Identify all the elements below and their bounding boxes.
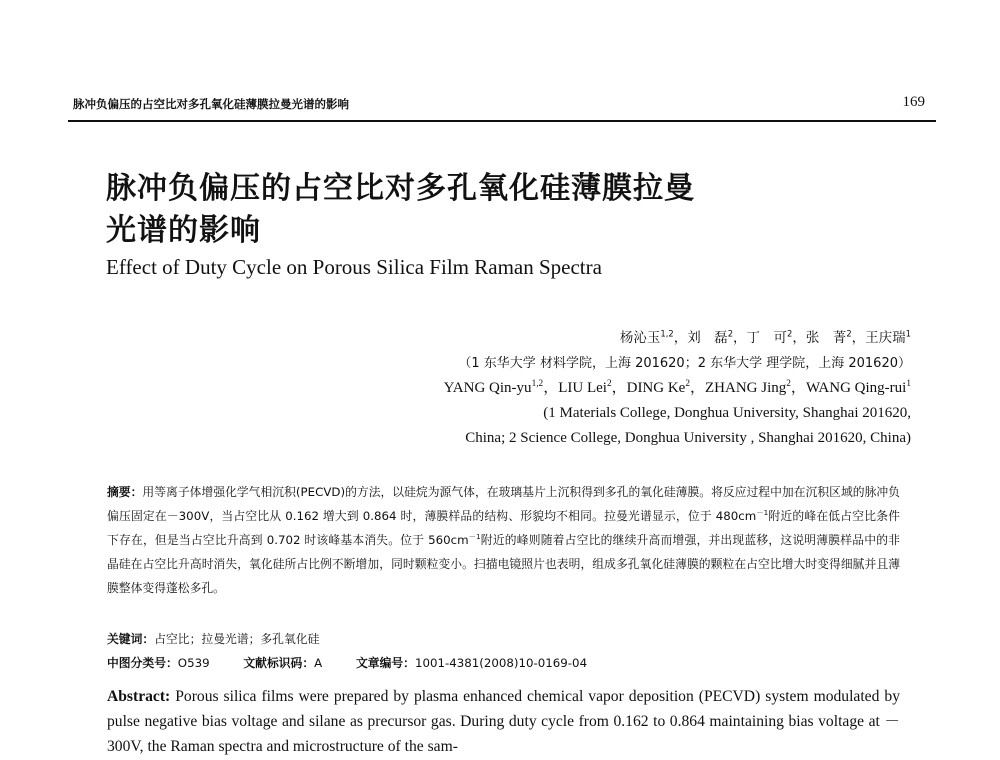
author-cn: 杨沁玉 (619, 330, 661, 346)
authors-english (444, 376, 911, 401)
clc-label: 中图分类号： (107, 656, 178, 670)
author-en: YANG Qin-yu (443, 380, 532, 396)
abstract-chinese-text: 用等离子体增强化学气相沉积(PECVD)的方法，以硅烷为源气体，在玻璃基片上沉积得到多孔的氧化硅薄膜。将反应过程中加在沉积区域的脉冲负偏压固定在－300V，当占空比从 0.162 增大到 0.864 时，薄膜样品的结构、形貌均不相同。拉曼光谱显示，位于 480cm (107, 485, 900, 523)
abstract-chinese-text: 附近的峰在低占空比条件下存在，但是当占空比升高到 0.702 时该峰基本消失。位于 560cm (107, 509, 900, 547)
author-cn: 张 菁 (805, 330, 847, 346)
article-number-value: 1001-4381(2008)10-0169-04 (414, 656, 588, 670)
clc-number (107, 656, 210, 670)
author-separator: ， (790, 380, 806, 396)
wavenumber-unit-exponent: －1 (756, 508, 769, 518)
author-cn-affiliation-mark: 2 (846, 328, 852, 339)
keywords-text: 占空比；拉曼光谱；多孔氧化硅 (154, 632, 320, 646)
author-en-affiliation-mark: 2 (606, 379, 612, 389)
keywords-label: 关键词： (107, 632, 155, 646)
author-cn-affiliation-mark: 1 (905, 328, 911, 339)
wavenumber-unit-exponent: －1 (468, 532, 481, 542)
author-en-affiliation-mark: 1 (906, 379, 911, 389)
affiliation-english-line-2: China; 2 Science College, Donghua University , Shanghai 201620, China) (465, 430, 911, 446)
author-cn: 丁 可 (746, 330, 788, 346)
author-cn: 刘 磊 (687, 330, 728, 346)
authors-chinese (444, 326, 911, 351)
clc-value: O539 (177, 656, 210, 670)
author-separator: ， (611, 380, 627, 396)
page-number: 169 (902, 94, 925, 110)
keywords-line (107, 628, 900, 650)
chinese-title (106, 168, 866, 252)
author-separator: ， (792, 330, 806, 346)
abstract-chinese (107, 480, 900, 600)
document-code-value: A (314, 656, 323, 670)
document-code (243, 656, 322, 670)
abstract-chinese-label: 摘要： (107, 485, 143, 499)
author-en: ZHANG Jing (705, 380, 787, 396)
abstract-english (107, 684, 900, 759)
running-head (73, 94, 933, 118)
author-en: LIU Lei (558, 380, 607, 396)
document-code-label: 文献标识码： (243, 656, 315, 670)
running-head-title: 脉冲负偏压的占空比对多孔氧化硅薄膜拉曼光谱的影响 (73, 97, 349, 111)
chinese-title-line-2: 光谱的影响 (106, 213, 261, 248)
english-title: Effect of Duty Cycle on Porous Silica Film Raman Spectra (106, 255, 602, 279)
abstract-english-text: Porous silica films were prepared by plasma enhanced chemical vapor deposition (PECVD) system modulated by pulse negative bias voltage and silane as precursor gas. During duty cycle from 0.162 to 0.864 maintaining bias voltage at －300V, the Raman spectra and microstructure of the sam- (107, 688, 900, 755)
article-number (356, 656, 587, 670)
header-rule (68, 120, 936, 122)
author-separator: ， (851, 330, 866, 346)
author-separator: ， (673, 330, 688, 346)
author-en-affiliation-mark: 1,2 (531, 379, 544, 389)
author-cn-affiliation-mark: 2 (787, 328, 793, 339)
abstract-english-label: Abstract: (107, 688, 171, 705)
author-en-affiliation-mark: 2 (786, 379, 791, 389)
author-en: WANG Qing-rui (805, 380, 907, 396)
classification-line (107, 652, 900, 674)
author-separator: ， (543, 380, 559, 396)
affiliation-chinese: （1 东华大学 材料学院，上海 201620；2 东华大学 理学院，上海 201620） (458, 356, 911, 371)
author-cn-affiliation-mark: 2 (727, 328, 734, 339)
author-en: DING Ke (626, 380, 686, 396)
author-cn: 王庆瑞 (865, 330, 906, 346)
author-cn-affiliation-mark: 1,2 (660, 328, 674, 339)
chinese-title-line-1: 脉冲负偏压的占空比对多孔氧化硅薄膜拉曼 (106, 171, 695, 206)
affiliation-english-line-1: (1 Materials College, Donghua University, Shanghai 201620, (543, 405, 911, 421)
article-number-label: 文章编号： (355, 656, 415, 670)
author-separator: ， (690, 380, 706, 396)
author-block (444, 326, 911, 451)
abstract-chinese-text: 附近的峰则随着占空比的继续升高而增强，并出现蓝移，这说明薄膜样品中的非晶硅在占空比升高时消失，氧化硅所占比例不断增加，同时颗粒变小。扫描电镜照片也表明，组成多孔氧化硅薄膜的颗粒在占空比增大时变得细腻并且薄膜整体变得蓬松多孔。 (107, 533, 900, 595)
author-en-affiliation-mark: 2 (685, 379, 690, 389)
author-separator: ， (733, 330, 747, 346)
